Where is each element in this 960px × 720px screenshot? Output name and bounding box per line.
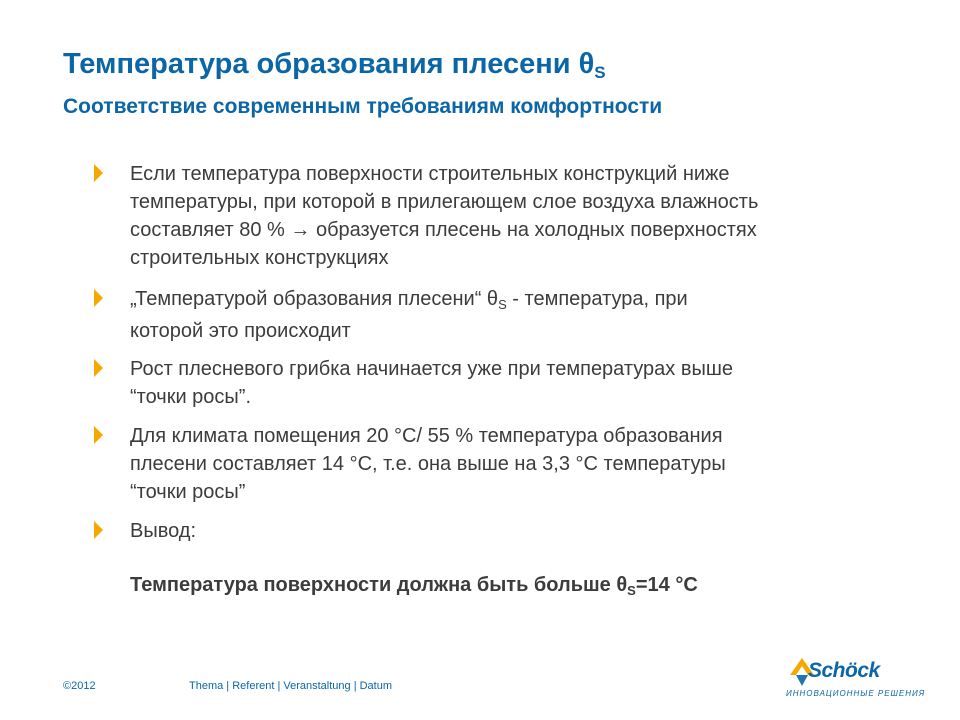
title-text: Температура образования плесени θ bbox=[63, 48, 595, 80]
conclusion-part: Температура поверхности должна быть больше θ bbox=[130, 574, 628, 596]
title-subscript: S bbox=[594, 63, 606, 82]
bullet-item bbox=[92, 160, 912, 272]
slide-subtitle: Соответствие современным требованиям комфортности bbox=[63, 95, 663, 118]
bullet-text bbox=[130, 422, 912, 506]
bullet-line: плесени составляет 14 °C, т.е. она выше на 3,3 °C температуры bbox=[130, 453, 726, 475]
slide-title bbox=[63, 46, 606, 82]
theta-subscript: S bbox=[627, 583, 636, 598]
bullet-line: Для климата помещения 20 °C/ 55 % температура образования bbox=[130, 425, 723, 447]
logo-tagline: ИННОВАЦИОННЫЕ РЕШЕНИЯ bbox=[786, 689, 926, 698]
schoeck-logo bbox=[786, 655, 926, 705]
footer-meta: Thema | Referent | Veranstaltung | Datum bbox=[189, 680, 393, 692]
triangle-bullet-icon bbox=[94, 426, 103, 444]
bullet-text bbox=[130, 355, 912, 411]
logo-wordmark: Schöck bbox=[808, 659, 880, 682]
triangle-bullet-icon bbox=[94, 359, 103, 377]
triangle-bullet-icon bbox=[94, 164, 103, 182]
bullet-text bbox=[130, 283, 912, 347]
triangle-bullet-icon bbox=[94, 289, 103, 307]
bullet-line: Если температура поверхности строительных конструкций ниже bbox=[130, 163, 730, 185]
bullet-item bbox=[92, 355, 912, 411]
bullet-line: Рост плесневого грибка начинается уже при температурах выше bbox=[130, 358, 733, 380]
bullet-item bbox=[92, 422, 912, 506]
footer-copyright: ©2012 bbox=[63, 680, 96, 692]
bullet-line: которой это происходит bbox=[130, 320, 351, 342]
bullet-line bbox=[130, 283, 912, 315]
bullet-line: “точки росы”. bbox=[130, 386, 252, 408]
bullet-text bbox=[130, 160, 912, 272]
bullet-text-part: „Температурой образования плесени“ θ bbox=[130, 288, 499, 310]
bullet-line: Вывод: bbox=[130, 520, 197, 542]
theta-subscript: S bbox=[498, 297, 507, 312]
bullet-item bbox=[92, 517, 912, 545]
bullet-line: температуры, при которой в прилегающем слое воздуха влажность bbox=[130, 191, 759, 213]
bullet-line: составляет 80 % → образуется плесень на холодных поверхностях bbox=[130, 219, 757, 241]
conclusion-part: =14 °C bbox=[635, 574, 698, 596]
bullet-text-part: - температура, при bbox=[506, 288, 688, 310]
triangle-bullet-icon bbox=[94, 521, 103, 539]
bullet-list bbox=[92, 160, 912, 556]
bullet-text bbox=[130, 517, 912, 545]
conclusion-text bbox=[130, 571, 698, 599]
bullet-line: “точки росы” bbox=[130, 481, 246, 503]
bullet-line: строительных конструкциях bbox=[130, 247, 389, 269]
bullet-item bbox=[92, 283, 912, 347]
